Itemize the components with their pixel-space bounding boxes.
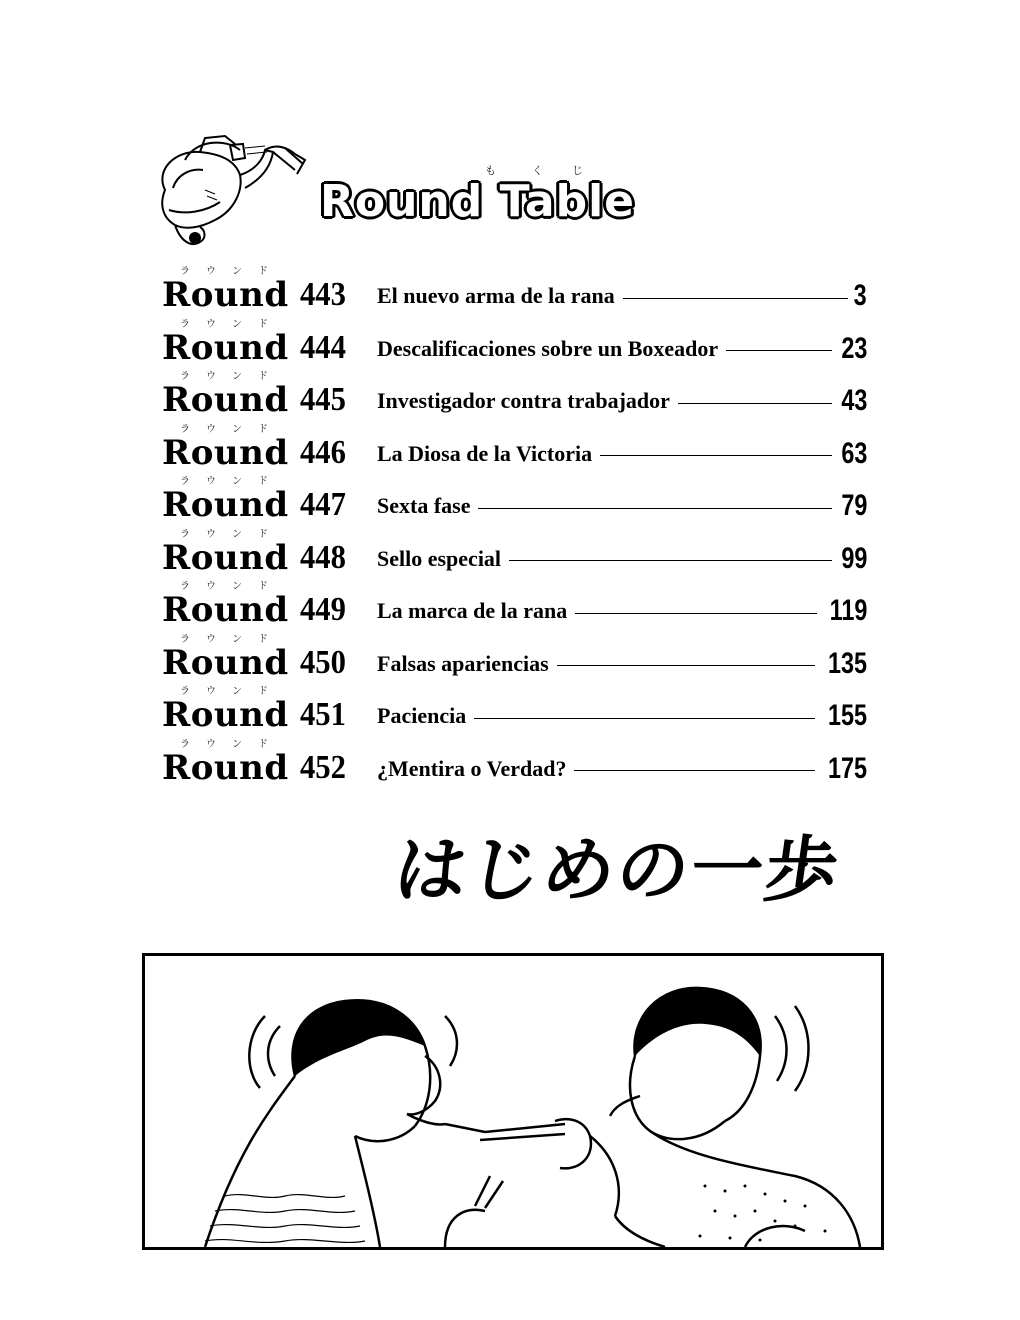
chapter-title: ¿Mentira o Verdad? <box>377 755 567 781</box>
round-label: Round <box>162 642 289 683</box>
dot-leader <box>623 298 849 299</box>
chapter-title: Falsas apariencias <box>377 650 549 676</box>
chapter-title: Investigador contra trabajador <box>377 388 670 413</box>
dot-leader <box>678 403 832 404</box>
title-furigana: じ <box>572 164 583 177</box>
dot-leader <box>726 350 831 351</box>
toc-ruby: ラウンド <box>180 371 284 382</box>
round-number: 448 <box>300 538 346 576</box>
title-furigana: く <box>532 164 543 177</box>
round-number: 450 <box>300 643 346 681</box>
round-number: 452 <box>300 748 346 786</box>
dot-leader <box>557 665 815 666</box>
illustration-art <box>145 956 881 1247</box>
page-number: 119 <box>829 594 867 627</box>
toc-ruby: ラウンド <box>180 581 284 592</box>
toc-ruby: ラウンド <box>180 738 284 750</box>
toc-ruby: ラウンド <box>180 476 284 487</box>
dot-leader <box>509 560 832 561</box>
toc-row <box>162 682 867 735</box>
series-logo: はじめの一歩 <box>389 828 845 912</box>
page-number: 43 <box>840 384 867 417</box>
page-number: 155 <box>827 699 867 732</box>
toc-row <box>162 262 867 315</box>
round-label: Round <box>162 747 289 788</box>
page-number: 135 <box>827 646 867 680</box>
chapter-title: Sello especial <box>377 545 502 571</box>
round-number: 449 <box>300 591 346 628</box>
round-label: Round <box>162 695 289 735</box>
chapter-title: El nuevo arma de la rana <box>377 283 615 308</box>
chapter-title: La Diosa de la Victoria <box>377 440 593 466</box>
page-title: Round Table <box>320 176 636 227</box>
toc-ruby: ラウンド <box>180 528 284 540</box>
round-label: Round <box>162 590 289 630</box>
dot-leader <box>574 770 814 771</box>
dot-leader <box>478 508 831 509</box>
round-number: 444 <box>300 328 346 366</box>
title-block <box>320 162 740 232</box>
dot-leader <box>474 718 815 719</box>
toc-row <box>162 420 867 473</box>
toc-ruby: ラウンド <box>180 318 284 330</box>
round-number: 447 <box>300 486 346 523</box>
round-number: 443 <box>300 276 346 313</box>
toc-row <box>162 315 867 368</box>
toc-ruby: ラウンド <box>180 633 284 645</box>
dot-leader <box>575 613 816 614</box>
toc-row <box>162 630 867 683</box>
manga-illustration <box>142 953 884 1250</box>
title-furigana: も <box>485 164 496 177</box>
dot-leader <box>600 455 832 456</box>
page-number: 175 <box>827 751 867 785</box>
toc-ruby: ラウンド <box>180 423 284 435</box>
toc-ruby: ラウンド <box>180 266 284 277</box>
toc-row <box>162 367 867 420</box>
page-number: 23 <box>840 331 867 365</box>
chapter-title: Paciencia <box>377 703 467 728</box>
chapter-title: Descalificaciones sobre un Boxeador <box>377 335 719 361</box>
page-number: 99 <box>840 541 867 575</box>
chapter-title: La marca de la rana <box>377 598 568 623</box>
chapter-title: Sexta fase <box>377 493 471 518</box>
round-label: Round <box>162 275 289 315</box>
table-of-contents <box>162 262 867 787</box>
toc-row <box>162 472 867 525</box>
round-label: Round <box>162 485 289 525</box>
page-number: 3 <box>853 279 867 312</box>
toc-ruby: ラウンド <box>180 686 284 697</box>
round-number: 446 <box>300 433 346 471</box>
round-label: Round <box>162 432 289 473</box>
toc-row <box>162 577 867 630</box>
page-number: 79 <box>840 489 867 522</box>
round-number: 451 <box>300 696 346 733</box>
toc-row <box>162 735 867 788</box>
boxing-glove-icon <box>145 130 315 260</box>
round-label: Round <box>162 537 289 578</box>
page-number: 63 <box>840 436 867 470</box>
toc-row <box>162 525 867 578</box>
round-label: Round <box>162 380 289 420</box>
round-number: 445 <box>300 381 346 418</box>
round-label: Round <box>162 327 289 368</box>
